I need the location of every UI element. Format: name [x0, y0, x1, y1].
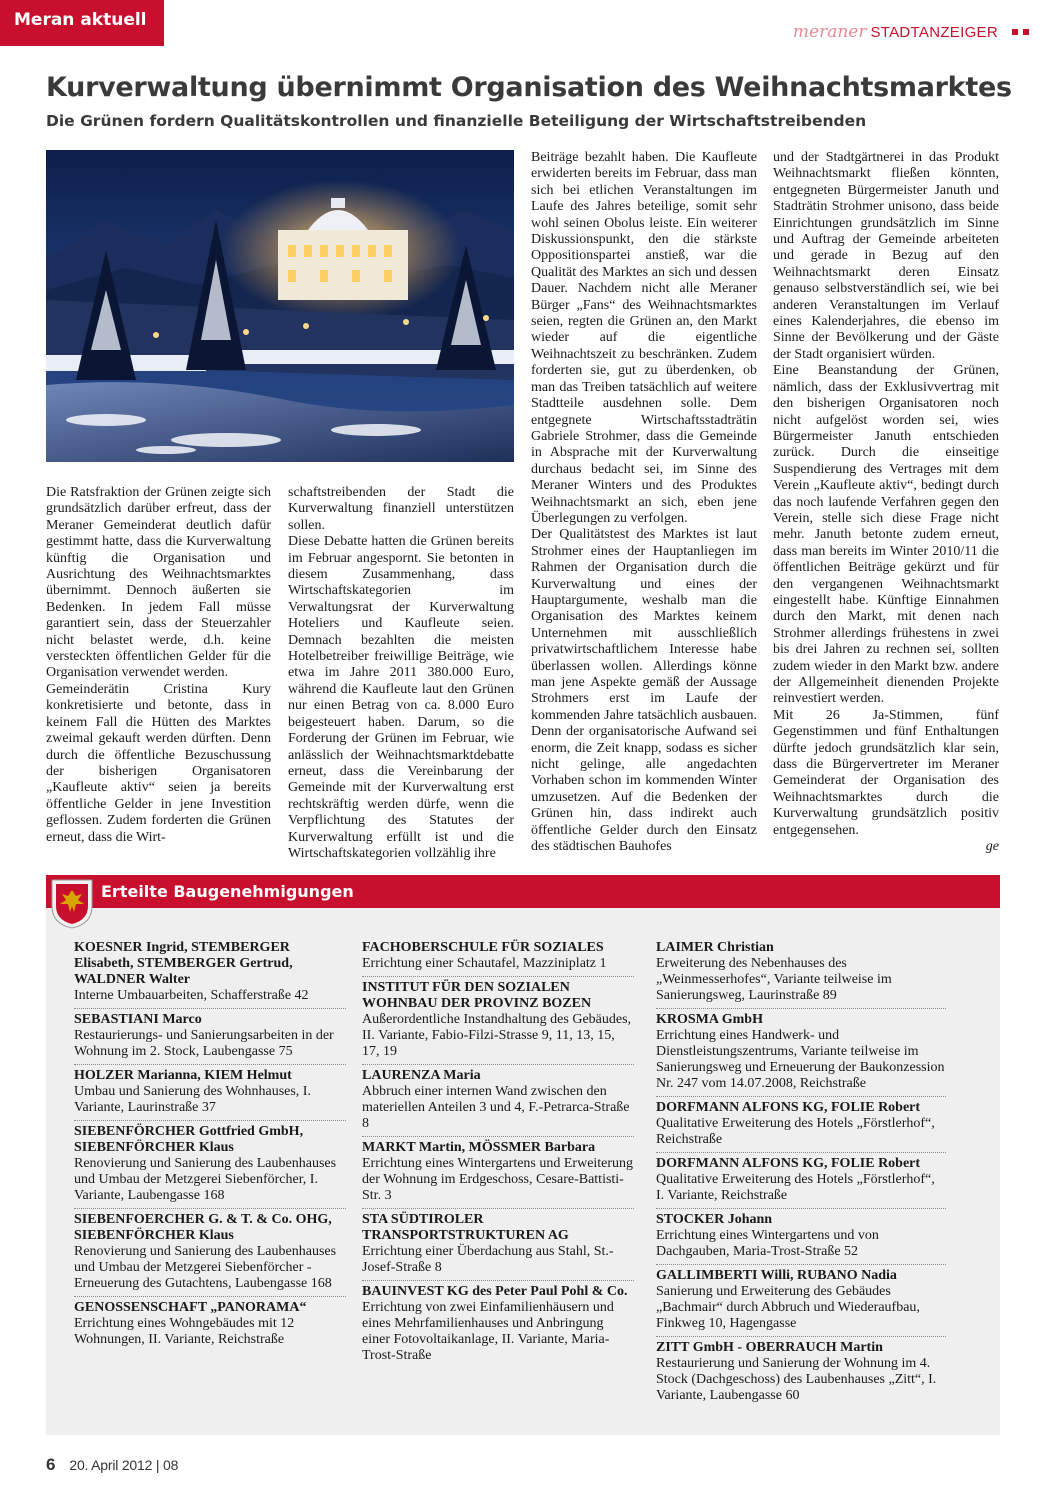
building-permits-title: Erteilte Baugenehmigungen: [101, 882, 354, 901]
permit-applicant: INSTITUT FÜR DEN SOZIALEN WOHNBAU DER PROVINZ BOZEN: [362, 980, 592, 1011]
article-column-2: [288, 485, 514, 862]
permit-entry: [74, 1212, 346, 1297]
permit-description: Interne Umbauarbeiten, Schafferstraße 42: [74, 988, 309, 1003]
article-column-3: [531, 150, 757, 855]
permit-applicant: MARKT Martin, MÖSSMER Barbara: [362, 1140, 596, 1155]
permits-column-3: [656, 940, 946, 1411]
permit-description: Restaurierung und Sanierung der Wohnung im 4. Stock (Dachgeschoss) des Laubenhauses „Zitt“, I. Variante, Laubengasse 60: [656, 1356, 937, 1403]
article-paragraph: Eine Beanstandung der Grünen, nämlich, dass der Exklusivvertrag mit den bisherigen Organisatoren noch nicht aufgelöst worden sei, wies Bürgermeister Januth entschieden zurück. Durch die einseitige Suspendierung des Vertrages mit dem Verein „Kaufleute aktiv“, bedingt durch das noch laufende Verfahren gegen den Verein, stelle sich diese Frage nicht mehr. Januth betonte zudem erneut, dass man bereits im Winter 2010/11 die öffentlichen Beiträge gekürzt und für den vergangenen Weihnachtsmarkt eingestellt habe. Künftige Einnahmen durch den Markt, mit denen nach Strohmer allerdings frühestens in zwei bis drei Jahren zu rechnen sei, sollten zudem wieder in den Markt bzw. andere der Allgemeinheit dienenden Projekte reinvestiert werden.: [773, 363, 999, 707]
permit-entry: [74, 1124, 346, 1209]
permit-entry: [656, 1012, 946, 1097]
permit-applicant: SIEBENFÖRCHER Gottfried GmbH, SIEBENFÖRCHER Klaus: [74, 1124, 304, 1155]
permit-description: Abbruch einer internen Wand zwischen den materiellen Anteilen 3 und 4, F.-Petrarca-Straße 8: [362, 1084, 630, 1131]
permit-applicant: KOESNER Ingrid, STEMBERGER Elisabeth, STEMBERGER Gertrud, WALDNER Walter: [74, 940, 293, 987]
permit-applicant: BAUINVEST KG des Peter Paul Pohl & Co.: [362, 1284, 628, 1299]
permit-description: Errichtung eines Handwerk- und Dienstleistungszentrums, Variante teilweise im Sanierungsweg und Erneuerung der Baukonzession Nr. 247 vom 14.07.2008, Reichstraße: [656, 1028, 945, 1091]
permit-description: Erweiterung des Nebenhauses des „Weinmesserhofes“, Variante teilweise im Sanierungsweg, Laurinstraße 89: [656, 956, 892, 1003]
article-paragraph: und der Stadtgärtnerei in das Produkt Weihnachtsmarkt fließen könnten, entgegneten Bürgermeister Januth und Stadträtin Strohmer unisono, dass beide Einrichtungen grundsätzlich im Sinne und Auftrag der Gemeinde arbeiteten und gerade in Bezug auf den Weihnachtsmarkt deren Einsatz genauso selbstverständlich sei, wie bei anderen Veranstaltungen im Verlauf eines Kalenderjahres, die ebenso im Sinne der Bevölkerung und der Gäste der Stadt organisiert würden.: [773, 150, 999, 362]
permit-description: Sanierung und Erweiterung des Gebäudes „Bachmair“ durch Abbruch und Wiederaufbau, Finkweg 10, Hagengasse: [656, 1284, 920, 1331]
permit-entry: [74, 940, 346, 1009]
permit-entry: [656, 1156, 946, 1209]
permit-description: Errichtung eines Wohngebäudes mit 12 Wohnungen, II. Variante, Reichstraße: [74, 1316, 295, 1347]
article-paragraph: Mit 26 Ja-Stimmen, fünf Gegenstimmen und fünf Enthaltungen dürfte jedoch grundsätzlich klar sein, dass die Bürgervertreter im Meraner Gemeinderat der Organisation des Weihnachtsmarktes durch die Kurverwaltung grundsätzlich positiv entgegensehen.: [773, 707, 999, 838]
permit-entry: [74, 1012, 346, 1065]
permit-entry: [362, 1284, 634, 1368]
permit-description: Restaurierungs- und Sanierungsarbeiten in der Wohnung im 2. Stock, Laubengasse 75: [74, 1028, 334, 1059]
article-subheadline: Die Grünen fordern Qualitätskontrollen und finanzielle Beteiligung der Wirtschaftstreibenden: [46, 112, 867, 130]
masthead-dots: [1012, 29, 1029, 35]
permit-entry: [656, 1268, 946, 1337]
permit-description: Qualitative Erweiterung des Hotels „Förstlerhof“, I. Variante, Reichstraße: [656, 1172, 935, 1203]
article-column-1: [46, 485, 271, 846]
article-paragraph: Der Qualitätstest des Marktes ist laut Strohmer eines der Hauptanliegen im Rahmen der Organisation durch die Kurverwaltung und eines der Hauptargumente, weshalb man die Organisation des Marktes keinem Unternehmen mit ausschließlich privatwirtschaftlichem Interesse habe überlassen wollen. Allerdings könne man jene Aspekte gemäß der Aussage Strohmers erst im Laufe der kommenden Jahre tatsächlich ausbauen. Denn der organisatorische Aufwand sei enorm, die Zeit knapp, sodass es sicher nicht gelinge, alle angedachten Vorhaben schon im kommenden Winter umzusetzen. Auf die Bedenken der Grünen hin, dass indirekt auch öffentliche Gelder durch den Einsatz des städtischen Bauhofes: [531, 527, 757, 855]
permit-description: Errichtung einer Schautafel, Mazziniplatz 1: [362, 956, 607, 971]
permit-applicant: SIEBENFOERCHER G. & T. & Co. OHG, SIEBENFÖRCHER Klaus: [74, 1212, 332, 1243]
brand-script: meraner: [792, 22, 867, 42]
permit-applicant: DORFMANN ALFONS KG, FOLIE Robert: [656, 1156, 921, 1171]
permit-description: Errichtung von zwei Einfamilienhäusern und eines Mehrfamilienhauses und Anbringung einer Fotovoltaikanlage, II. Variante, Maria-Trost-Straße: [362, 1300, 614, 1363]
permit-applicant: LAIMER Christian: [656, 940, 774, 955]
permit-entry: [362, 980, 634, 1065]
permit-applicant: SEBASTIANI Marco: [74, 1012, 202, 1027]
section-label: Meran aktuell: [0, 0, 164, 46]
article-headline: Kurverwaltung übernimmt Organisation des Weihnachtsmarktes: [46, 72, 1012, 103]
permit-description: Renovierung und Sanierung des Laubenhauses und Umbau der Metzgerei Siebenförcher - Erneuerung des Gutachtens, Laubengasse 168: [74, 1244, 337, 1291]
permit-applicant: GALLIMBERTI Willi, RUBANO Nadia: [656, 1268, 897, 1283]
permit-entry: [656, 940, 946, 1009]
article-paragraph: schaftstreibenden der Stadt die Kurverwaltung finanziell unterstützen sollen.: [288, 485, 514, 533]
permit-applicant: FACHOBERSCHULE FÜR SOZIALES: [362, 940, 604, 955]
brand-name: STADTANZEIGER: [870, 23, 998, 41]
author-signature: ge: [985, 839, 999, 855]
permit-entry: [656, 1100, 946, 1153]
article-paragraph: Beiträge bezahlt haben. Die Kaufleute erwiderten bereits im Februar, dass man sich bei etlichen Veranstaltungen im Laufe des Jahres beteilige, somit sehr wohl seinen Obolus leiste. Ein weiterer Diskussionspunkt, den die stärkste Oppositionspartei anstieß, war die Qualität des Marktes an sich und dessen Dauer. Nachdem nicht alle Meraner Bürger „Fans“ des Weihnachtsmarktes seien, regten die Grünen an, den Markt wieder auf die eigentliche Weihnachtszeit zu beschränken. Zudem forderten sie, gut zu überdenken, ob man das Treiben tatsächlich auf weitere Stadtteile ausdehnen solle. Dem entgegnete Wirtschaftsstadträtin Gabriele Strohmer, dass die Gemeinde in Absprache mit der Kurverwaltung durchaus bedacht sei, im Sinne des Meraner Winters und des Produktes Weihnachtsmarkt an sich, eben jene Überlegungen zu verfolgen.: [531, 150, 757, 526]
permit-applicant: STA SÜDTIROLER TRANSPORTSTRUKTUREN AG: [362, 1212, 569, 1243]
permit-entry: [74, 1300, 346, 1352]
permit-applicant: ZITT GmbH - OBERRAUCH Martin: [656, 1340, 883, 1355]
kurhaus-winter-photo: [46, 150, 514, 462]
article-paragraph: Gemeinderätin Cristina Kury konkretisierte und betonte, dass in keinem Fall die Hütten des Marktes zweimal gekauft werden dürften. Denn durch die öffentliche Bezuschussung der bisherigen Organisatoren „Kaufleute aktiv“ seien ja bereits öffentliche Gelder in jene Investition geflossen. Zudem forderten die Grünen erneut, dass die Wirt-: [46, 681, 271, 845]
permit-applicant: HOLZER Marianna, KIEM Helmut: [74, 1068, 292, 1083]
permit-entry: [74, 1068, 346, 1121]
permit-description: Errichtung einer Überdachung aus Stahl, St.-Josef-Straße 8: [362, 1244, 614, 1275]
permit-description: Renovierung und Sanierung des Laubenhauses und Umbau der Metzgerei Siebenförcher, I. Variante, Laubengasse 168: [74, 1156, 337, 1203]
permit-entry: [656, 1212, 946, 1265]
permit-entry: [362, 940, 634, 977]
permit-applicant: STOCKER Johann: [656, 1212, 773, 1227]
permits-column-1: [74, 940, 346, 1355]
permits-column-2: [362, 940, 634, 1371]
merano-coat-of-arms-icon: [50, 878, 94, 930]
permit-description: Umbau und Sanierung des Wohnhauses, I. Variante, Laurinstraße 37: [74, 1084, 311, 1115]
permit-applicant: KROSMA GmbH: [656, 1012, 763, 1027]
issue-date: 20. April 2012 | 08: [69, 1457, 179, 1473]
page-number: 6: [46, 1455, 56, 1474]
article-column-4: [773, 150, 999, 855]
permit-entry: [362, 1140, 634, 1209]
permit-applicant: LAURENZA Maria: [362, 1068, 481, 1083]
permit-entry: [656, 1340, 946, 1408]
permit-entry: [362, 1212, 634, 1281]
page-footer: [46, 1455, 178, 1475]
masthead: [793, 22, 1029, 42]
article-paragraph: Die Ratsfraktion der Grünen zeigte sich grundsätzlich darüber erfreut, dass der Meraner Gemeinderat deutlich dafür gestimmt hatte, dass die Kurverwaltung künftig die Organisation und Ausrichtung des Weihnachtsmarktes übernimmt. Dennoch äußerten sie Bedenken. In jedem Fall müsse garantiert sein, dass der Steuerzahler nicht belastet werde, d.h. keine versteckten öffentlichen Gelder für die Organisation verwendet werden.: [46, 485, 271, 681]
permit-description: Errichtung eines Wintergartens und Erweiterung der Wohnung im Erdgeschoss, Cesare-Battisti-Str. 3: [362, 1156, 634, 1203]
permit-applicant: GENOSSENSCHAFT „PANORAMA“: [74, 1300, 307, 1315]
permit-description: Qualitative Erweiterung des Hotels „Förstlerhof“, Reichstraße: [656, 1116, 935, 1147]
permit-description: Außerordentliche Instandhaltung des Gebäudes, II. Variante, Fabio-Filzi-Strasse 9, 11, 13, 15, 17, 19: [362, 1012, 632, 1059]
permit-description: Errichtung eines Wintergartens und von Dachgauben, Maria-Trost-Straße 52: [656, 1228, 879, 1259]
permit-applicant: DORFMANN ALFONS KG, FOLIE Robert: [656, 1100, 921, 1115]
article-paragraph: Diese Debatte hatten die Grünen bereits im Februar angespornt. Sie betonten in diesem Zusammenhang, dass Wirtschaftskategorien im Verwaltungsrat der Kurverwaltung Hoteliers und Kaufleute seien. Demnach bezahlten die meisten Hotelbetreiber freiwillige Beiträge, wie etwa im Jahre 2011 380.000 Euro, während die Kaufleute laut den Grünen nur einen Betrag von ca. 8.000 Euro beigesteuert haben. Darum, so die Forderung der Grünen im Februar, wie anlässlich der Weihnachtsmarktdebatte erneut, dass die Vereinbarung der Gemeinde mit der Kurverwaltung erst rechtskräftig werden dürfe, wenn die Verpflichtung des Statutes der Kurverwaltung erfüllt ist und die Wirtschaftskategorien vollzählig ihre: [288, 534, 514, 861]
permit-entry: [362, 1068, 634, 1137]
